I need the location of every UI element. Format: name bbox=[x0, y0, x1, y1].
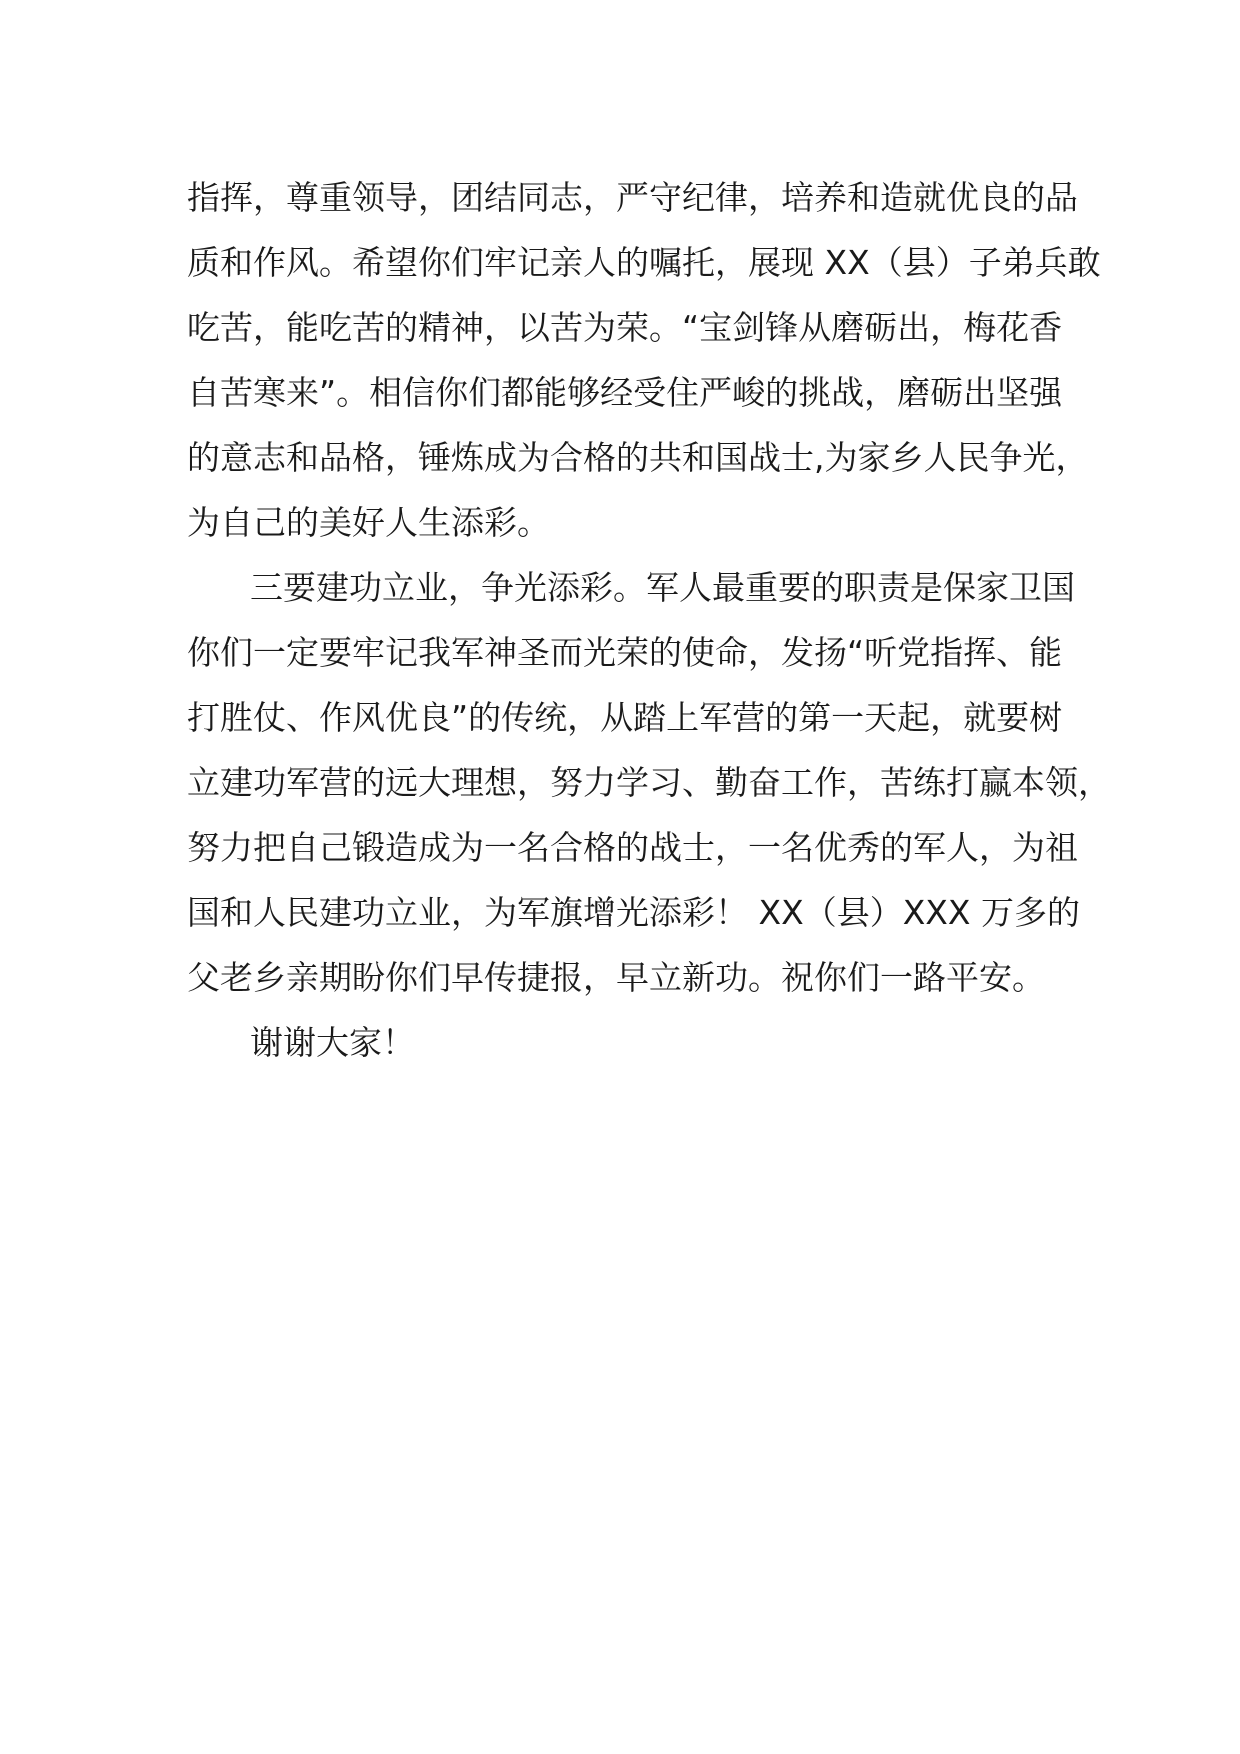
text-line: 指挥，尊重领导，团结同志，严守纪律，培养和造就优良的品 bbox=[187, 178, 1078, 217]
text-line: 自苦寒来”。相信你们都能够经受住严峻的挑战，磨砺出坚强 bbox=[187, 373, 1063, 412]
closing-line: 谢谢大家！ bbox=[250, 1023, 415, 1062]
text-line: 国和人民建功立业，为军旗增光添彩！ XX（县）XXX 万多的 bbox=[187, 893, 1081, 932]
document-body bbox=[187, 165, 1111, 1075]
text-line: 的意志和品格，锤炼成为合格的共和国战士,为家乡人民争光， bbox=[187, 438, 1089, 477]
text-line: 你们一定要牢记我军神圣而光荣的使命，发扬“听党指挥、能 bbox=[187, 633, 1063, 672]
text-line: 为自己的美好人生添彩。 bbox=[187, 503, 550, 542]
text-line: 立建功军营的远大理想，努力学习、勤奋工作，苦练打赢本领， bbox=[187, 763, 1111, 802]
text-line: 打胜仗、作风优良”的传统，从踏上军营的第一天起，就要树 bbox=[187, 698, 1063, 737]
paragraph-first-line: 三要建功立业，争光添彩。军人最重要的职责是保家卫国 bbox=[250, 568, 1075, 607]
text-line: 努力把自己锻造成为一名合格的战士，一名优秀的军人，为祖 bbox=[187, 828, 1078, 867]
text-line: 父老乡亲期盼你们早传捷报，早立新功。祝你们一路平安。 bbox=[187, 958, 1045, 997]
text-line: 吃苦，能吃苦的精神，以苦为荣。“宝剑锋从磨砺出，梅花香 bbox=[187, 308, 1063, 347]
text-line: 质和作风。希望你们牢记亲人的嘱托，展现 XX（县）子弟兵敢 bbox=[187, 243, 1101, 282]
